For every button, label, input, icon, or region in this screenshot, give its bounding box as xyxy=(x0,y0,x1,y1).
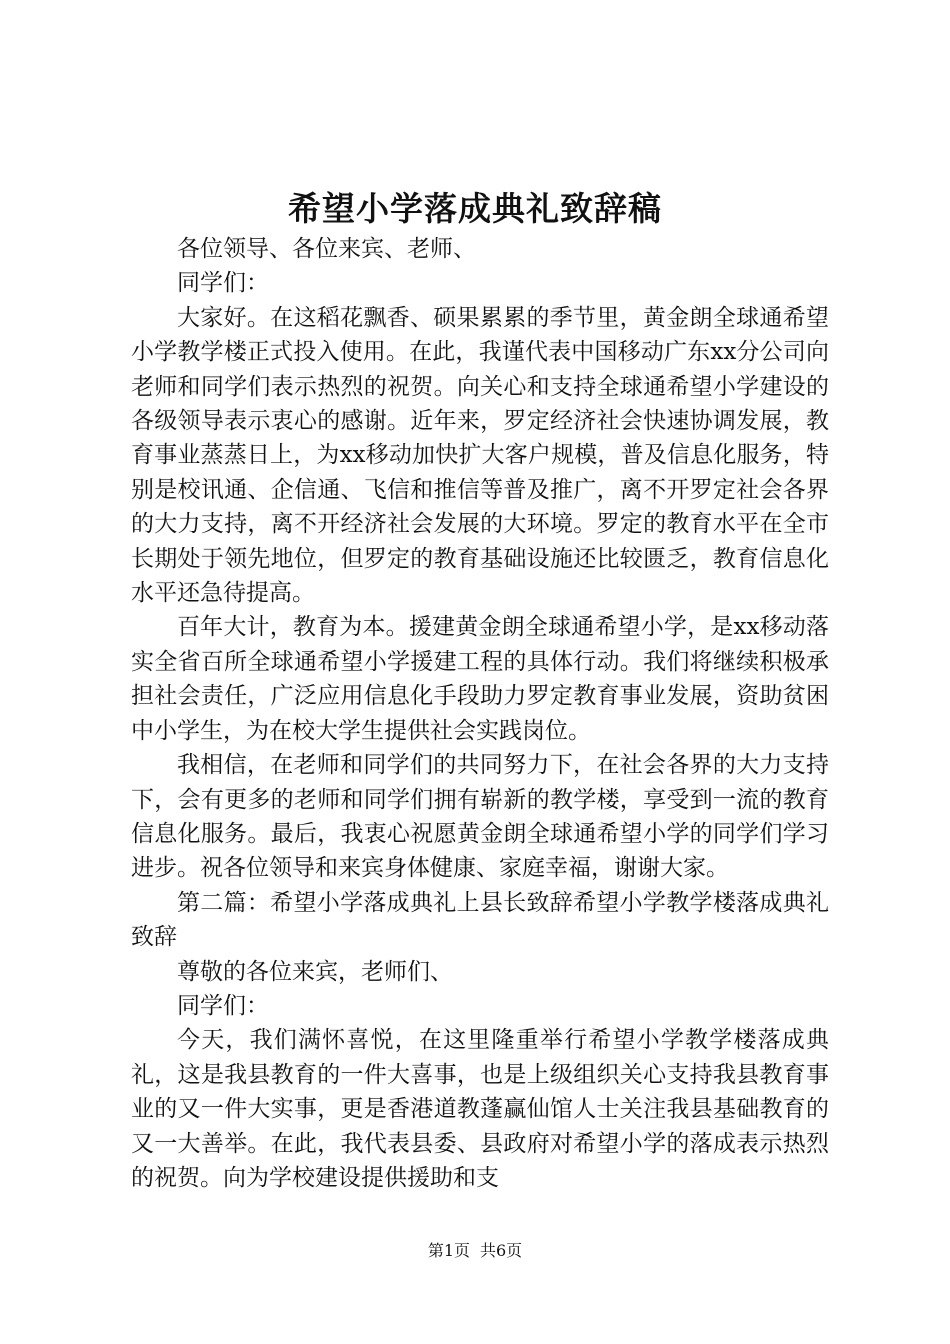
salutation-line: 同学们： xyxy=(177,992,269,1019)
salutation-line: 各位领导、各位来宾、老师、 xyxy=(177,236,476,262)
page-number: 第1页 xyxy=(427,1241,470,1260)
salutation-line: 尊敬的各位来宾，老师们、 xyxy=(177,958,453,985)
section-heading: 第二篇：希望小学落成典礼上县长致辞希望小学教学楼落成典礼致辞 xyxy=(131,889,829,951)
body-paragraph: 我相信，在老师和同学们的共同努力下，在社会各界的大力支持下，会有更多的老师和同学们拥有崭新的教学楼，享受到一流的教育信息化服务。最后，我衷心祝愿黄金朗全球通希望小学的同学们学习进步。祝各位领导和来宾身体健康、家庭幸福，谢谢大家。 xyxy=(131,752,829,882)
page-footer xyxy=(0,1240,950,1262)
body-paragraph: 百年大计，教育为本。援建黄金朗全球通希望小学，是xx移动落实全省百所全球通希望小学援建工程的具体行动。我们将继续积极承担社会责任，广泛应用信息化手段助力罗定教育事业发展，资助贫困中小学生，为在校大学生提供社会实践岗位。 xyxy=(131,614,829,744)
salutation-line: 同学们： xyxy=(177,270,269,297)
document-body xyxy=(131,232,829,1195)
body-paragraph: 大家好。在这稻花飘香、硕果累累的季节里，黄金朗全球通希望小学教学楼正式投入使用。在此，我谨代表中国移动广东xx分公司向老师和同学们表示热烈的祝贺。向关心和支持全球通希望小学建设的各级领导表示衷心的感谢。近年来，罗定经济社会快速协调发展，教育事业蒸蒸日上，为xx移动加快扩大客户规模，普及信息化服务，特别是校讯通、企信通、飞信和推信等普及推广，离不开罗定社会各界的大力支持，离不开经济社会发展的大环境。罗定的教育水平在全市长期处于领先地位，但罗定的教育基础设施还比较匮乏，教育信息化水平还急待提高。 xyxy=(131,304,829,607)
page-total: 共6页 xyxy=(480,1241,523,1260)
document-title: 希望小学落成典礼致辞稿 xyxy=(288,189,662,228)
body-paragraph: 今天，我们满怀喜悦，在这里隆重举行希望小学教学楼落成典礼，这是我县教育的一件大喜事，也是上级组织关心支持我县教育事业的又一件大实事，更是香港道教蓬赢仙馆人士关注我县基础教育的又一大善举。在此，我代表县委、县政府对希望小学的落成表示热烈的祝贺。向为学校建设提供援助和支 xyxy=(131,1027,829,1191)
